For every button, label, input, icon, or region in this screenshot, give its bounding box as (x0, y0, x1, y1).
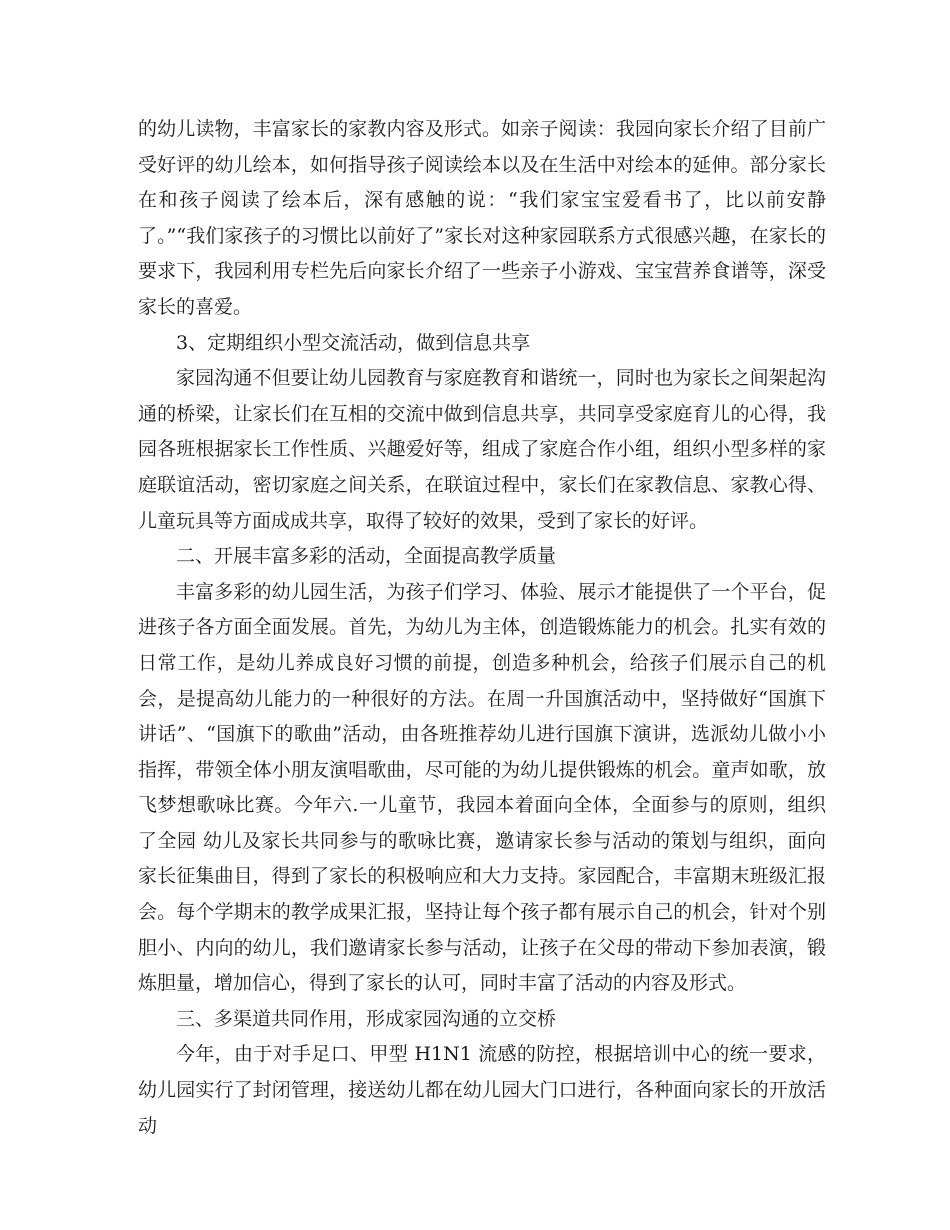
document-body (138, 112, 826, 1144)
paragraph-epidemic-prevention: 今年，由于对手足口、甲型 H1N1 流感的防控，根据培训中心的统一要求，幼儿园实行了封闭管理，接送幼儿都在幼儿园大门口进行，各种面向家长的开放活动 (138, 1043, 826, 1137)
heading-small-exchange-activities: 3、定期组织小型交流活动，做到信息共享 (176, 331, 531, 354)
paragraph-reading-materials: 的幼儿读物，丰富家长的家教内容及形式。如亲子阅读：我园向家长介绍了目前广受好评的幼儿绘本，如何指导孩子阅读绘本以及在生活中对绘本的延伸。部分家长在和孩子阅读了绘本后，深有感触的说：“我们家宝宝爱看书了，比以前安静了。”“我们家孩子的习惯比以前好了”家长对这种家园联系方式很感兴趣，在家长的要求下，我园利用专栏先后向家长介绍了一些亲子小游戏、宝宝营养食谱等，深受家长的喜爱。 (138, 118, 826, 318)
heading-multi-channel: 三、多渠道共同作用，形成家园沟通的立交桥 (176, 1007, 557, 1030)
paragraph-home-communication: 家园沟通不但要让幼儿园教育与家庭教育和谐统一，同时也为家长之间架起沟通的桥梁，让家长们在互相的交流中做到信息共享，共同享受家庭育儿的心得，我园各班根据家长工作性质、兴趣爱好等，组成了家庭合作小组，组织小型多样的家庭联谊活动，密切家庭之间关系，在联谊过程中，家长们在家教信息、家教心得、儿童玩具等方面成成共享，取得了较好的效果，受到了家长的好评。 (138, 367, 826, 532)
paragraph-kindergarten-life: 丰富多彩的幼儿园生活，为孩子们学习、体验、展示才能提供了一个平台，促进孩子各方面全面发展。首先，为幼儿为主体，创造锻炼能力的机会。扎实有效的日常工作，是幼儿养成良好习惯的前提，创造多种机会，给孩子们展示自己的机会，是提高幼儿能力的一种很好的方法。在周一升国旗活动中，坚持做好“国旗下讲话”、“国旗下的歌曲”活动，由各班推荐幼儿进行国旗下演讲，选派幼儿做小小指挥，带领全体小朋友演唱歌曲，尽可能的为幼儿提供锻炼的机会。童声如歌，放飞梦想歌咏比赛。今年六.一儿童节，我园本着面向全体，全面参与的原则，组织了全园 幼儿及家长共同参与的歌咏比赛，邀请家长参与活动的策划与组织，面向家长征集曲目，得到了家长的积极响应和大力支持。家园配合，丰富期末班级汇报会。每个学期末的教学成果汇报，坚持让每个孩子都有展示自己的机会，针对个别胆小、内向的幼儿，我们邀请家长参与活动，让孩子在父母的带动下参加表演，锻炼胆量，增加信心，得到了家长的认可，同时丰富了活动的内容及形式。 (138, 580, 826, 995)
heading-rich-activities: 二、开展丰富多彩的活动，全面提高教学质量 (176, 545, 557, 568)
